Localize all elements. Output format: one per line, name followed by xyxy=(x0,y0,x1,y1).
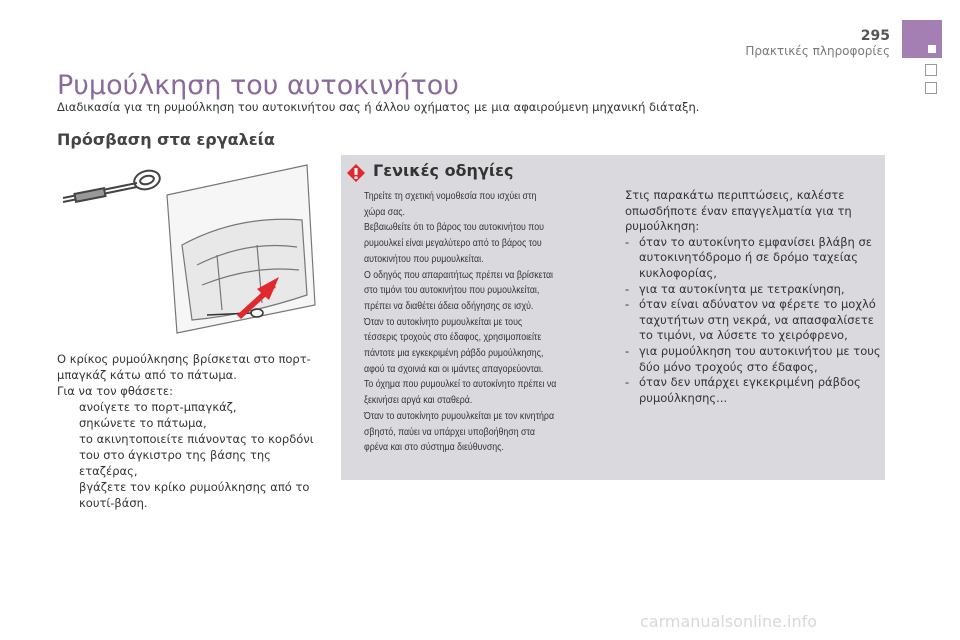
list-item-text: όταν είναι αδύνατον να φέρετε το μοχλό xyxy=(639,297,876,312)
towing-eye-illustration xyxy=(57,155,319,335)
guidelines-box xyxy=(341,155,885,480)
text-line: ρυμουλκεί είναι μεγαλύτερο από το βάρος του xyxy=(364,238,542,250)
bullet-icon xyxy=(57,399,79,415)
text-line: Βεβαιωθείτε ότι το βάρος του αυτοκινήτου που xyxy=(364,222,544,234)
list-item-text: ρυμούλκησης... xyxy=(639,390,728,405)
page-number: 295 xyxy=(860,28,890,44)
dash-marker: - xyxy=(625,343,630,358)
text-line: αυτοκινήτου που ρυμουλκείται. xyxy=(364,253,484,265)
bullet-icon xyxy=(57,479,79,511)
list-item xyxy=(57,479,327,511)
list-item-text: για ρυμούλκηση του αυτοκινήτου με τους xyxy=(639,343,881,358)
list-item xyxy=(625,344,883,375)
list-item xyxy=(625,375,883,406)
guidelines-right-column xyxy=(625,188,883,406)
warning-icon xyxy=(345,163,367,183)
section-heading: Πρόσβαση στα εργαλεία xyxy=(57,130,275,149)
text-line: φρένα και στο σύστημα διεύθυνσης. xyxy=(364,442,504,454)
text-line: Όταν το αυτοκίνητο ρυμουλκείται με τους xyxy=(364,316,523,328)
list-item-text: δύο μόνο τροχούς στο έδαφος, xyxy=(639,359,818,374)
text-line: Το όχημα που ρυμουλκεί το αυτοκίνητο πρέπει να xyxy=(364,379,557,391)
dash-marker: - xyxy=(625,281,630,296)
chapter-tab-active[interactable] xyxy=(902,20,942,58)
section-name: Πρακτικές πληροφορίες xyxy=(745,44,890,58)
list-item-text: του στο άγκιστρο της βάσης της εταζέρας, xyxy=(79,448,271,478)
page-subtitle: Διαδικασία για τη ρυμούλκηση του αυτοκινήτου σας ή άλλου οχήματος με μια αφαιρούμενη μηχανική διάταξη. xyxy=(57,100,700,114)
list-item-text: για τα αυτοκίνητα με τετρακίνηση, xyxy=(639,281,845,296)
guidelines-title: Γενικές οδηγίες xyxy=(373,161,514,180)
chapter-tab[interactable] xyxy=(925,64,937,76)
dash-marker: - xyxy=(625,375,630,390)
list-item-text: κυκλοφορίας, xyxy=(639,265,717,280)
list-item-text: βγάζετε τον κρίκο ρυμούλκησης από το xyxy=(79,480,310,494)
intro-line: Για να τον φθάσετε: xyxy=(57,384,173,398)
text-line: χώρα σας. xyxy=(364,206,406,218)
text-line: πρέπει να διαθέτει άδεια οδήγησης σε ισχύ. xyxy=(364,300,534,312)
watermark: carmanualsonline.info xyxy=(640,612,818,631)
text-line: Τηρείτε τη σχετική νομοθεσία που ισχύει στη xyxy=(364,191,537,202)
tools-instructions xyxy=(57,351,327,511)
list-item xyxy=(57,431,327,479)
text-line: Στις παρακάτω περιπτώσεις, καλέστε xyxy=(625,188,845,202)
bullet-icon xyxy=(57,415,79,431)
text-line: Ο οδηγός που απαραιτήτως πρέπει να βρίσκεται xyxy=(364,269,554,281)
trunk-outline xyxy=(167,165,315,333)
text-line: τέσσερις τροχούς στο έδαφος, χρησιμοποιείτε xyxy=(364,332,542,344)
list-item-text: το ακινητοποιείτε πιάνοντας το κορδόνι xyxy=(79,432,314,446)
list-item-text: το τιμόνι, να λύσετε το χειρόφρενο, xyxy=(639,328,848,343)
list-item-text: κουτί-βάση. xyxy=(79,496,148,510)
text-line: Όταν το αυτοκίνητο ρυμουλκείται με τον κινητήρα xyxy=(364,410,555,422)
intro-line: μπαγκάζ κάτω από το πάτωμα. xyxy=(57,368,237,382)
intro-line: Ο κρίκος ρυμούλκησης βρίσκεται στο πορτ- xyxy=(57,352,311,366)
page-title: Ρυμούλκηση του αυτοκινήτου xyxy=(57,70,459,101)
tab-marker-icon xyxy=(928,45,936,53)
chapter-tab[interactable] xyxy=(925,82,937,94)
text-line: οπωσδήποτε έναν επαγγελματία για τη xyxy=(625,203,852,218)
list-item-text: σηκώνετε το πάτωμα, xyxy=(79,416,207,430)
list-item xyxy=(625,282,883,298)
list-item xyxy=(57,399,327,415)
guidelines-left-column xyxy=(364,189,600,456)
list-item-text: όταν δεν υπάρχει εγκεκριμένη ράβδος xyxy=(639,375,861,390)
list-item-text: ταχυτήτων στη νεκρά, να απασφαλίσετε xyxy=(639,312,874,327)
list-item xyxy=(625,235,883,282)
text-line: αφού τα σχοινιά και οι ιμάντες απαγορεύονται. xyxy=(364,363,544,375)
text-line: ρυμούλκηση: xyxy=(625,219,700,234)
dash-marker: - xyxy=(625,234,630,249)
text-line: ξεκινήσει αργά και σταθερά. xyxy=(364,395,473,407)
text-line: πάντοτε μια εγκεκριμένη ράβδο ρυμούλκησης, xyxy=(364,348,544,360)
list-item xyxy=(625,297,883,344)
list-item-text: ανοίγετε το πορτ-μπαγκάζ, xyxy=(79,400,237,414)
list-item xyxy=(57,415,327,431)
dash-marker: - xyxy=(625,297,630,312)
list-item-text: όταν το αυτοκίνητο εμφανίσει βλάβη σε xyxy=(639,234,873,249)
list-item-text: αυτοκινητόδρομο ή σε δρόμο ταχείας xyxy=(639,250,858,265)
bullet-icon xyxy=(57,431,79,479)
text-line: σβηστό, παύει να υπάρχει υποβοήθηση στα xyxy=(364,426,535,438)
text-line: στο τιμόνι του αυτοκινήτου που ρυμουλκείται, xyxy=(364,285,540,297)
